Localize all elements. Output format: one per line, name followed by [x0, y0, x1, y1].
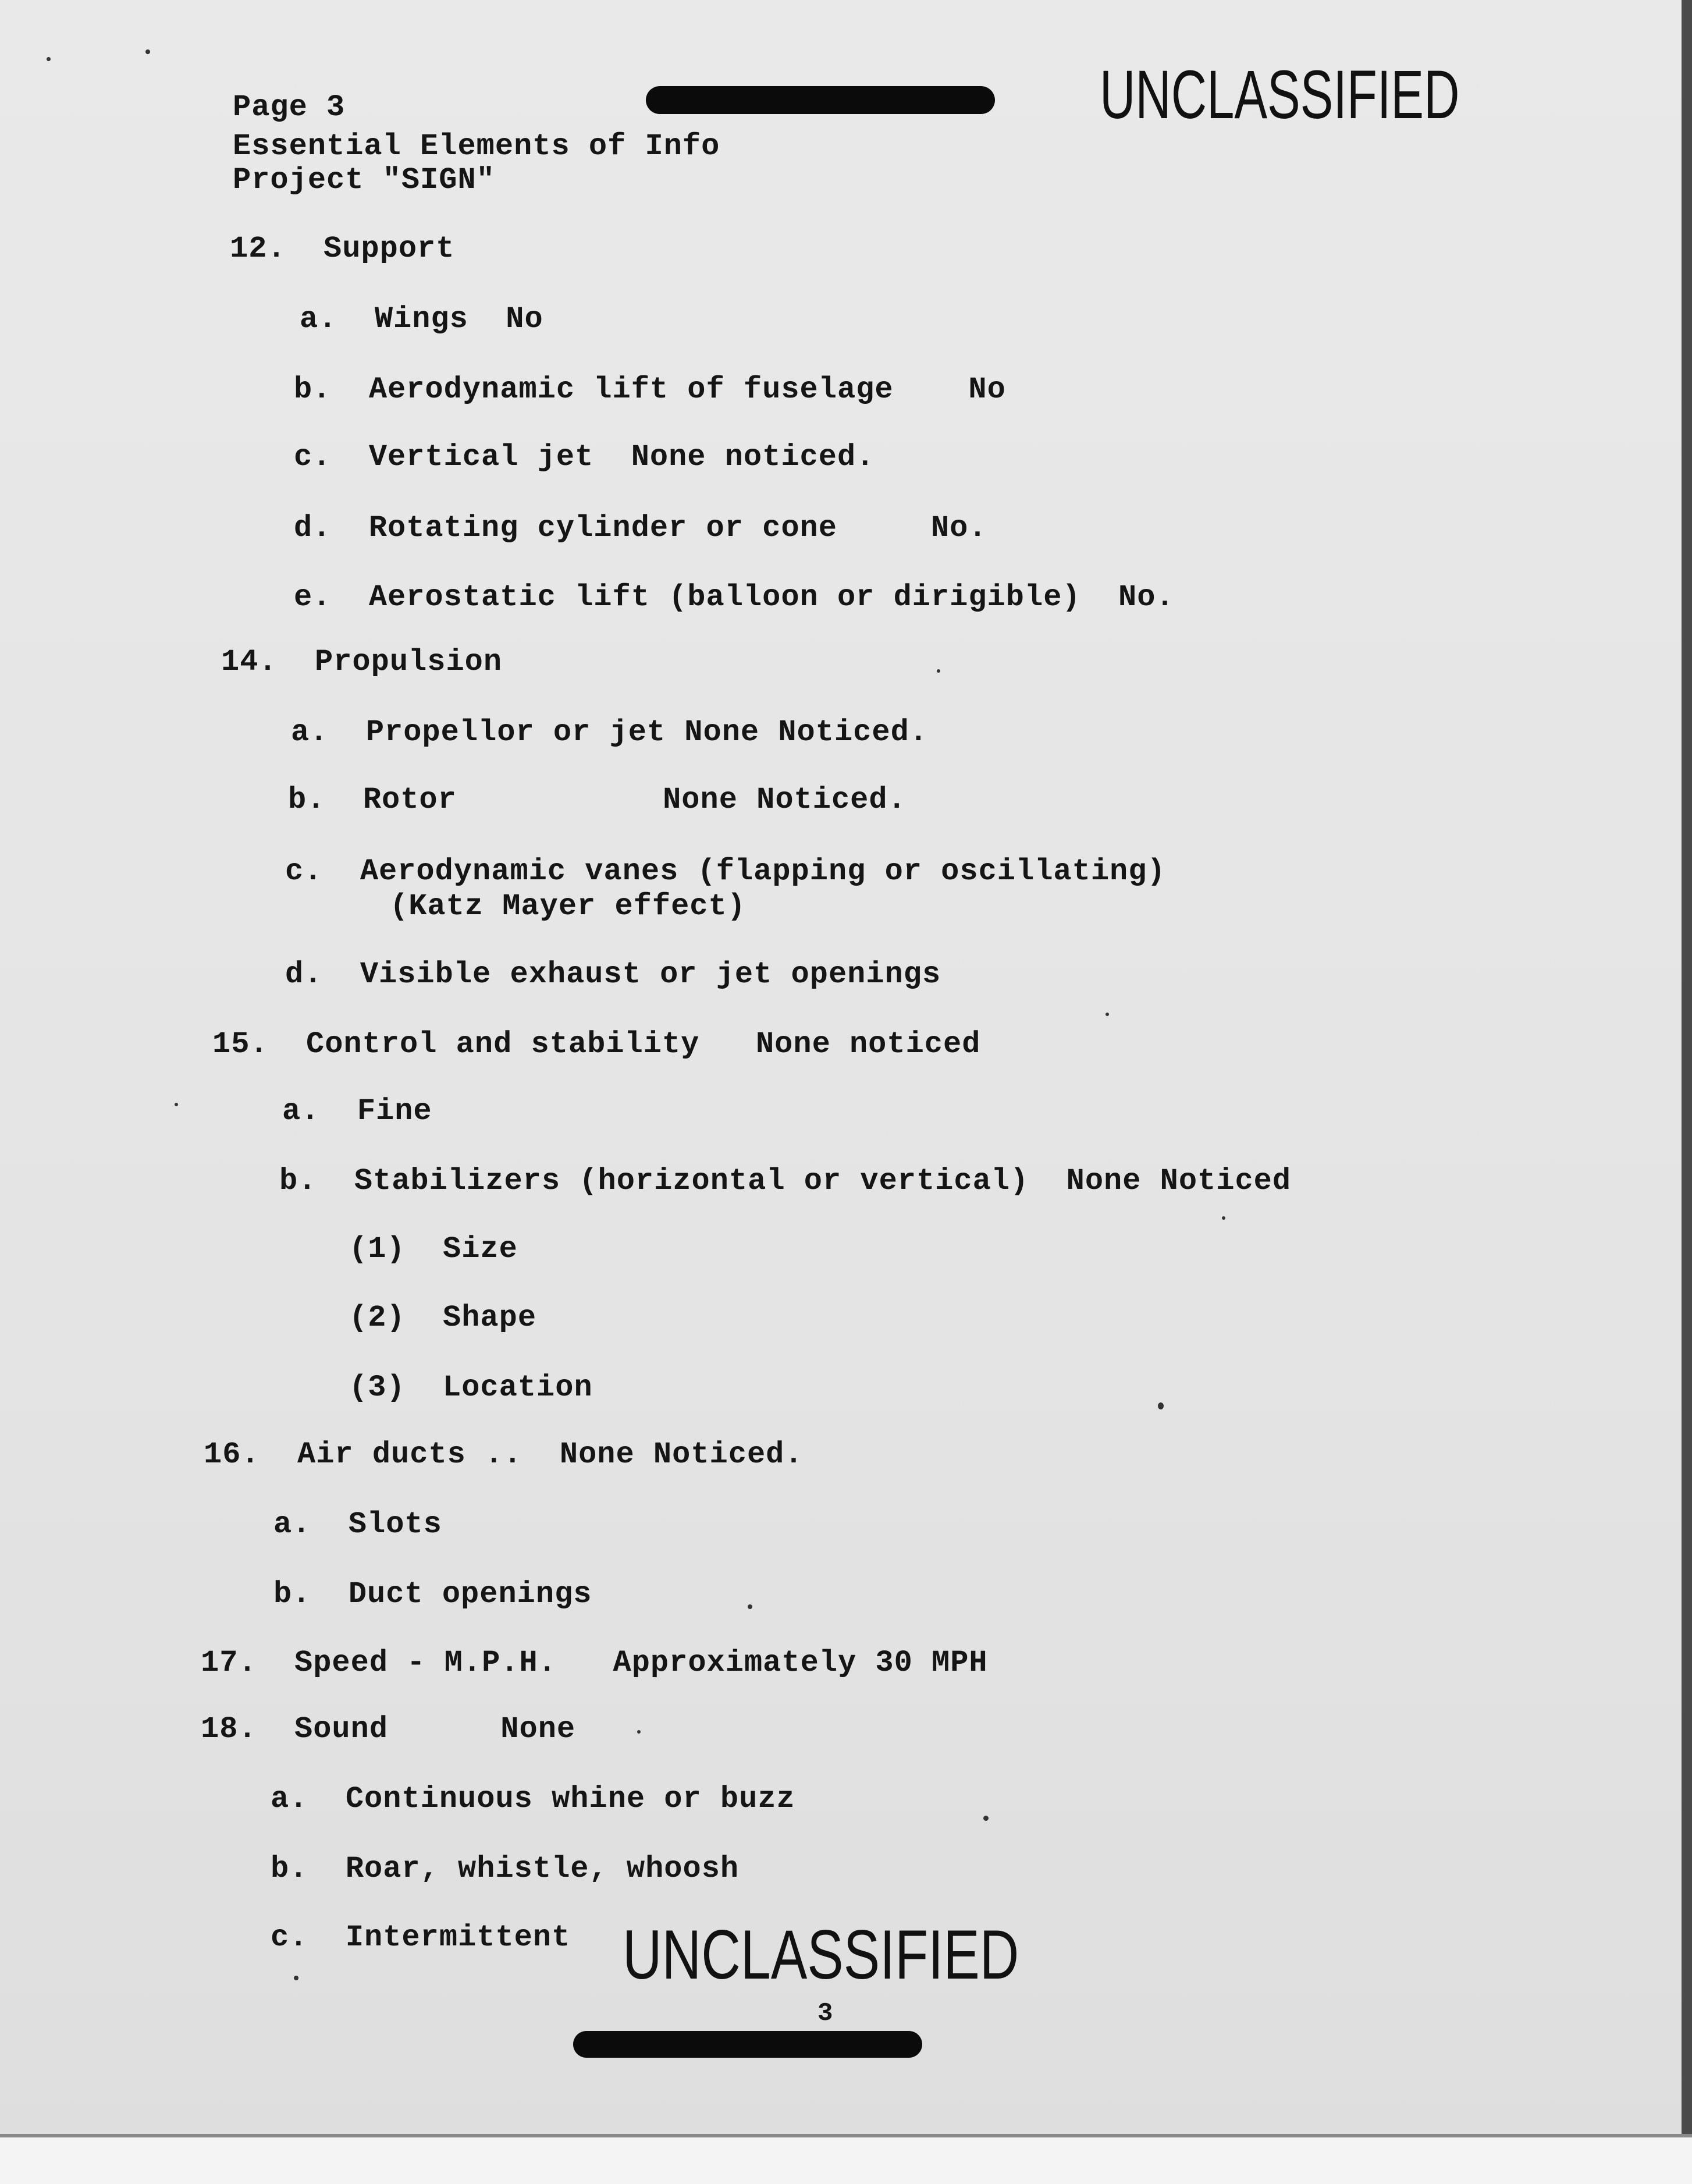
- section-12-item-c: c. Vertical jet None noticed.: [294, 440, 875, 474]
- scan-edge: [1682, 0, 1692, 2184]
- section-14-item-d: d. Visible exhaust or jet openings: [285, 957, 941, 992]
- project-name: Project "SIGN": [233, 163, 495, 197]
- section-12-item-b: b. Aerodynamic lift of fuselage No: [294, 372, 1006, 407]
- section-18-item-c: c. Intermittent: [271, 1920, 571, 1955]
- document-subject: Essential Elements of Info: [233, 129, 720, 164]
- section-18-item-a: a. Continuous whine or buzz: [271, 1782, 795, 1816]
- scan-bottom-band: [0, 2134, 1692, 2184]
- section-12-item-e: e. Aerostatic lift (balloon or dirigible) No.: [294, 580, 1175, 615]
- scan-speck: [748, 1604, 752, 1609]
- section-16-item-a: a. Slots: [273, 1507, 442, 1542]
- section-12-heading: 12. Support: [230, 232, 455, 266]
- section-14-item-c-note: (Katz Mayer effect): [390, 889, 746, 924]
- scan-speck: [175, 1103, 178, 1106]
- section-14-item-a: a. Propellor or jet None Noticed.: [291, 715, 928, 750]
- section-12-item-d: d. Rotating cylinder or cone No.: [294, 511, 987, 545]
- scan-speck: [47, 57, 51, 61]
- section-12-item-a: a. Wings No: [300, 302, 543, 336]
- page-label: Page 3: [233, 90, 346, 125]
- section-18-item-b: b. Roar, whistle, whoosh: [271, 1852, 740, 1886]
- scan-speck: [145, 49, 150, 54]
- section-14-item-c: c. Aerodynamic vanes (flapping or oscillating): [285, 854, 1166, 889]
- scan-speck: [983, 1816, 989, 1821]
- section-17-heading: 17. Speed - M.P.H. Approximately 30 MPH: [201, 1646, 988, 1680]
- section-18-heading: 18. Sound None: [201, 1712, 576, 1746]
- section-15-subitem-2: (2) Shape: [349, 1301, 537, 1335]
- section-15-subitem-1: (1) Size: [349, 1232, 518, 1266]
- section-14-item-b: b. Rotor None Noticed.: [288, 783, 907, 817]
- section-15-item-a: a. Fine: [282, 1094, 432, 1128]
- scan-speck: [1222, 1216, 1225, 1220]
- section-14-heading: 14. Propulsion: [221, 645, 503, 679]
- classification-stamp-bottom: UNCLASSIFIED: [623, 1916, 1019, 1994]
- section-15-subitem-3: (3) Location: [349, 1370, 593, 1405]
- scan-speck: [937, 669, 940, 673]
- classification-stamp-top: UNCLASSIFIED: [1100, 56, 1460, 133]
- scan-speck: [1158, 1402, 1164, 1409]
- redacted-marking-top: [646, 86, 995, 114]
- redacted-marking-bottom: [573, 2031, 922, 2058]
- section-15-item-b: b. Stabilizers (horizontal or vertical) None Noticed: [279, 1164, 1292, 1198]
- scan-speck: [637, 1730, 641, 1734]
- section-16-item-b: b. Duct openings: [273, 1577, 592, 1611]
- section-15-heading: 15. Control and stability None noticed: [212, 1027, 981, 1061]
- scan-speck: [1106, 1013, 1109, 1016]
- section-16-heading: 16. Air ducts .. None Noticed.: [204, 1437, 804, 1472]
- page-number: 3: [817, 1999, 834, 2028]
- scan-speck: [294, 1976, 298, 1980]
